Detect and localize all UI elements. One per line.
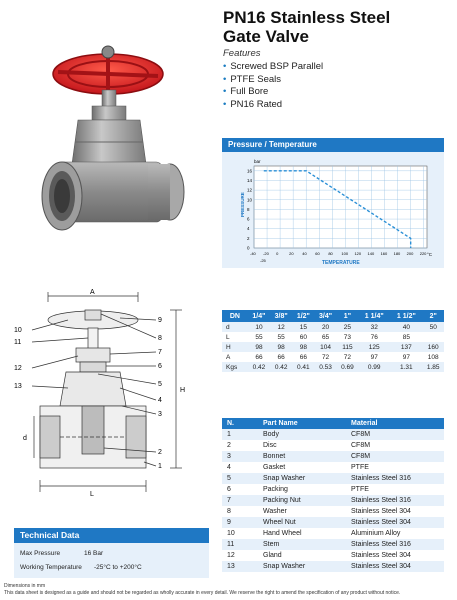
part-number: 11 xyxy=(227,541,235,548)
callout-label: 10 xyxy=(14,327,22,334)
part-row xyxy=(222,462,444,473)
dimension-cell: 12 xyxy=(277,323,285,331)
part-row xyxy=(222,506,444,517)
y-axis-label: PRESSURE xyxy=(240,192,245,217)
dimension-a-label: A xyxy=(90,289,95,296)
part-number: 8 xyxy=(227,508,231,515)
working-temperature-value: -25°C to +200°C xyxy=(94,564,142,571)
part-material: CF8M xyxy=(351,431,371,438)
callout-label: 8 xyxy=(158,335,162,342)
technical-data-heading: Technical Data xyxy=(14,528,209,543)
left-callouts xyxy=(14,327,22,390)
dimension-cell: 125 xyxy=(368,343,380,351)
footer-disclaimer: This data sheet is designed as a guide and should not be regarded as wholly accurate in every detail. We reserve the right to amend the specification of any product without notice. xyxy=(4,589,401,596)
working-temperature-label: Working Temperature xyxy=(20,564,82,571)
dimension-cell: 104 xyxy=(320,343,331,351)
part-material: Stainless Steel 304 xyxy=(351,563,411,570)
dimension-cell: 20 xyxy=(321,323,330,331)
part-number: 13 xyxy=(227,563,235,570)
x-tick-label: 120 xyxy=(354,251,362,256)
dim-header: 1" xyxy=(337,310,359,322)
dimension-row xyxy=(222,362,444,372)
y-unit-label: bar xyxy=(254,159,261,164)
parts-header-number: N. xyxy=(222,418,258,429)
x-tick-label: 40 xyxy=(302,251,307,256)
dim-header: 2" xyxy=(422,310,444,322)
dimension-cell: 0.42 xyxy=(252,363,266,371)
dimension-cell: 40 xyxy=(402,323,410,331)
title-line-1: PN16 Stainless Steel xyxy=(223,8,391,27)
callout-label: 11 xyxy=(14,339,22,346)
dimension-cell: L xyxy=(226,333,230,341)
dimension-cell: 60 xyxy=(299,333,307,341)
y-tick-label: 8 xyxy=(247,206,250,212)
feature-item: • Full Bore xyxy=(223,86,323,99)
parts-header-row xyxy=(222,418,444,429)
x-tick-label: 180 xyxy=(393,251,401,256)
parts-header-material: Material xyxy=(346,418,444,429)
part-material: Stainless Steel 304 xyxy=(351,508,411,515)
handwheel xyxy=(53,46,163,94)
x-tick-label: 100 xyxy=(341,251,349,256)
callout-label: 7 xyxy=(158,349,162,356)
dimension-row xyxy=(222,332,444,342)
x-tick-label: 80 xyxy=(328,251,333,256)
title-line-2: Gate Valve xyxy=(223,27,310,46)
dimension-cell: 66 xyxy=(255,353,263,361)
part-number: 12 xyxy=(227,552,235,559)
valve-cross-section-drawing xyxy=(8,288,208,513)
x-tick-label: 60 xyxy=(315,251,320,256)
x-sub-tick-label: -25 xyxy=(260,258,266,263)
y-tick-label: 4 xyxy=(247,226,250,232)
dimension-cell: 115 xyxy=(342,343,353,351)
max-pressure-label: Max Pressure xyxy=(20,550,61,557)
parts-header-name: Part Name xyxy=(258,418,346,429)
part-name: Wheel Nut xyxy=(263,519,296,526)
dimension-cell: 160 xyxy=(427,343,439,351)
dimension-cell: 98 xyxy=(277,343,285,351)
dim-header: DN xyxy=(222,310,248,322)
part-number: 3 xyxy=(227,453,231,460)
y-tick-label: 10 xyxy=(247,197,253,203)
x-unit-label: °C xyxy=(427,252,433,257)
y-tick-label: 6 xyxy=(247,216,250,222)
x-tick-label: 220 xyxy=(419,251,427,256)
dimension-cell: 65 xyxy=(321,333,330,341)
part-name: Snap Washer xyxy=(263,475,306,482)
dimension-cell: 66 xyxy=(277,353,285,361)
dimension-cell: 1.31 xyxy=(400,363,413,371)
features-list xyxy=(223,61,323,111)
chart-grid xyxy=(254,166,427,248)
max-pressure-value: 16 Bar xyxy=(84,550,104,557)
x-tick-label: 20 xyxy=(289,251,294,256)
dimension-cell: 72 xyxy=(343,353,352,361)
part-name: Packing xyxy=(263,486,288,493)
pressure-chart-heading: Pressure / Temperature xyxy=(222,138,444,152)
dimension-cell: 50 xyxy=(429,323,437,331)
x-tick-labels xyxy=(250,251,427,256)
dimension-cell: 32 xyxy=(370,323,378,331)
footer xyxy=(4,583,454,596)
part-name: Packing Nut xyxy=(263,497,301,504)
part-name: Disc xyxy=(263,442,277,449)
part-row xyxy=(222,473,444,484)
part-material: PTFE xyxy=(351,464,369,471)
part-number: 9 xyxy=(227,519,231,526)
x-tick-label: -20 xyxy=(263,251,269,256)
feature-item: • PN16 Rated xyxy=(223,99,323,112)
callout-label: 4 xyxy=(158,397,162,404)
footer-dimensions-note: Dimensions in mm xyxy=(4,583,46,589)
dimension-cell: 97 xyxy=(402,353,410,361)
technical-data-panel xyxy=(14,543,209,578)
dim-header: 1/2" xyxy=(292,310,314,322)
part-row xyxy=(222,550,444,561)
part-material: Stainless Steel 304 xyxy=(351,519,411,526)
part-material: Stainless Steel 316 xyxy=(351,541,411,548)
dimensions-header-row xyxy=(222,310,444,322)
dimension-cell: 66 xyxy=(299,353,307,361)
dim-header: 1 1/2" xyxy=(390,310,422,322)
dimension-h-label: H xyxy=(180,387,186,394)
parts-table xyxy=(222,418,444,572)
dimension-cell: 108 xyxy=(427,353,439,361)
part-row xyxy=(222,561,444,572)
right-callouts xyxy=(158,317,162,470)
part-row xyxy=(222,429,444,440)
gate-valve-photo xyxy=(30,34,205,259)
feature-item: • Screwed BSP Parallel xyxy=(223,61,323,74)
callout-label: 5 xyxy=(158,381,162,388)
dimension-cell: 76 xyxy=(370,333,378,341)
dimension-d-label: d xyxy=(23,435,27,442)
dimension-cell: 0.53 xyxy=(319,363,332,371)
callout-label: 2 xyxy=(158,449,162,456)
dimension-cell: d xyxy=(226,323,230,331)
callout-label: 12 xyxy=(14,365,22,372)
part-name: Gasket xyxy=(263,464,286,471)
dimension-cell: 0.41 xyxy=(297,363,310,371)
dimension-row xyxy=(222,342,444,352)
dimension-cell: 97 xyxy=(370,353,378,361)
dimension-cell: Kgs xyxy=(226,363,238,371)
max-pressure-row xyxy=(20,550,104,557)
part-number: 5 xyxy=(227,475,231,482)
callout-label: 1 xyxy=(158,463,162,470)
pressure-temperature-chart xyxy=(222,152,444,268)
part-number: 4 xyxy=(227,464,231,471)
y-tick-label: 14 xyxy=(247,177,253,183)
dim-header: 3/4" xyxy=(314,310,336,322)
part-name: Bonnet xyxy=(263,453,286,460)
part-material: Stainless Steel 316 xyxy=(351,475,411,482)
dimension-row xyxy=(222,322,444,332)
part-name: Hand Wheel xyxy=(263,530,302,537)
dimension-cell: 0.69 xyxy=(341,363,354,371)
dimension-cell: 1.85 xyxy=(426,363,440,371)
callout-label: 9 xyxy=(158,317,162,324)
dimension-cell: 10 xyxy=(255,323,263,331)
y-tick-label: 16 xyxy=(247,168,253,174)
callout-label: 6 xyxy=(158,363,162,370)
y-tick-label: 0 xyxy=(247,245,250,251)
dim-header: 1/4" xyxy=(248,310,270,322)
y-tick-label: 2 xyxy=(247,235,250,241)
part-row xyxy=(222,440,444,451)
part-number: 1 xyxy=(227,431,231,438)
part-row xyxy=(222,451,444,462)
dimension-cell: 72 xyxy=(321,353,330,361)
part-number: 7 xyxy=(227,497,231,504)
x-tick-label: 200 xyxy=(406,251,414,256)
dimension-cell: 85 xyxy=(402,333,410,341)
dimension-l-label: L xyxy=(90,491,94,498)
callout-label: 3 xyxy=(158,411,162,418)
part-row xyxy=(222,517,444,528)
x-tick-label: 0 xyxy=(276,251,279,256)
dimensions-table xyxy=(222,310,444,372)
part-number: 6 xyxy=(227,486,231,493)
dimension-cell: 25 xyxy=(343,323,352,331)
dimension-cell: 15 xyxy=(299,323,307,331)
part-name: Stem xyxy=(263,541,280,548)
dimension-cell: 73 xyxy=(343,333,352,341)
part-material: CF8M xyxy=(351,442,371,449)
dimension-cell: H xyxy=(226,343,231,351)
feature-item: • PTFE Seals xyxy=(223,74,323,87)
callout-label: 13 xyxy=(14,383,22,390)
part-material: Stainless Steel 316 xyxy=(351,497,411,504)
part-material: CF8M xyxy=(351,453,371,460)
dimension-cell: 0.99 xyxy=(367,363,381,371)
x-axis-label: TEMPERATURE xyxy=(322,260,360,266)
part-row xyxy=(222,528,444,539)
dim-header: 1 1/4" xyxy=(358,310,390,322)
working-temperature-row xyxy=(20,564,142,571)
part-name: Snap Washer xyxy=(263,563,306,570)
part-row xyxy=(222,539,444,550)
part-row xyxy=(222,495,444,506)
part-name: Gland xyxy=(263,552,282,559)
dimension-cell xyxy=(422,332,444,342)
x-tick-label: 160 xyxy=(380,251,388,256)
part-name: Washer xyxy=(263,508,287,515)
y-tick-labels xyxy=(247,168,253,250)
x-tick-label: 140 xyxy=(367,251,375,256)
part-row xyxy=(222,484,444,495)
product-title xyxy=(223,8,453,46)
x-tick-label: -40 xyxy=(250,251,256,256)
part-material: PTFE xyxy=(351,486,369,493)
features-label: Features xyxy=(223,48,261,59)
part-name: Body xyxy=(263,431,279,438)
dim-header: 3/8" xyxy=(270,310,292,322)
dimension-cell: 55 xyxy=(277,333,285,341)
y-tick-label: 12 xyxy=(247,187,253,193)
dimension-cell: A xyxy=(226,353,231,361)
part-material: Aluminium Alloy xyxy=(351,530,401,537)
part-number: 10 xyxy=(227,530,235,537)
dimension-row xyxy=(222,352,444,362)
dimension-cell: 55 xyxy=(255,333,263,341)
dimension-cell: 98 xyxy=(255,343,263,351)
dimension-cell: 0.42 xyxy=(274,363,288,371)
part-number: 2 xyxy=(227,442,231,449)
part-material: Stainless Steel 304 xyxy=(351,552,411,559)
dimension-cell: 98 xyxy=(299,343,307,351)
dimension-cell: 137 xyxy=(400,343,412,351)
